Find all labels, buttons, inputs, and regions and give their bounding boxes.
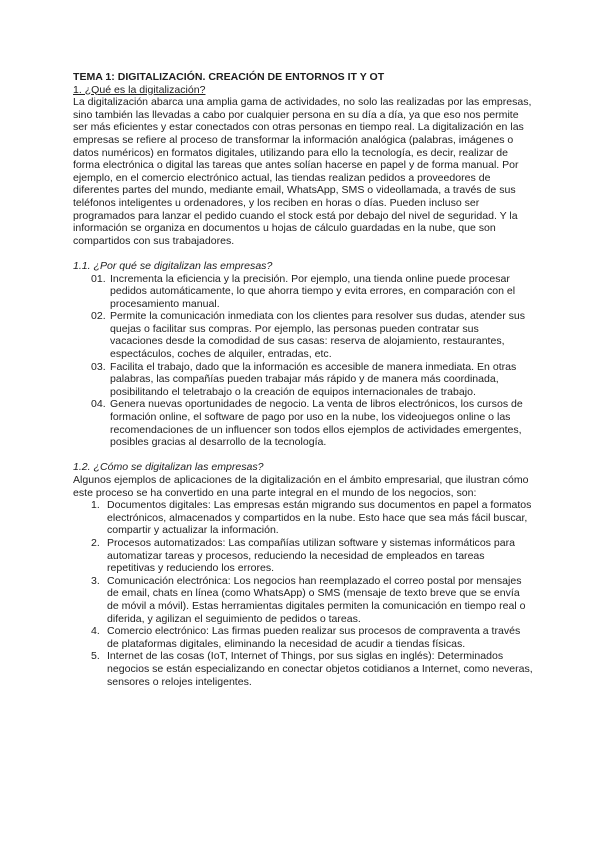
spacer <box>73 449 533 462</box>
section-1-2-heading: 1.2. ¿Cómo se digitalizan las empresas? <box>73 461 264 474</box>
list-item-number: 2. <box>91 536 100 549</box>
list-item-number: 04. <box>91 398 106 411</box>
list-item-text: Procesos automatizados: Las compañías utilizan software y sistemas informáticos para automatizar tareas y procesos, reduciendo la necesidad de empleados en tareas repetitivas y reduciendo los errores. <box>107 536 515 575</box>
document-page <box>73 71 533 688</box>
list-item-number: 4. <box>91 625 100 638</box>
list-item-text: Comunicación electrónica: Los negocios han reemplazado el correo postal por mensajes de email, chats en línea (como WhatsApp) o SMS (mensaje de texto breve que se envía de móvil a móvil). Estas herramientas digitales permiten la comunicación en tiempo real o diferida, y agilizan el seguimiento de pedidos o tareas. <box>107 574 526 625</box>
list-item-number: 03. <box>91 360 106 373</box>
list-item-number: 3. <box>91 574 100 587</box>
list-item-text: Incrementa la eficiencia y la precisión. Por ejemplo, una tienda online puede procesar pedidos automáticamente, lo que ahorra tiempo y evita errores, en comparación con el procesamiento manual. <box>110 272 516 310</box>
list-item <box>73 625 533 650</box>
list-item <box>73 537 533 575</box>
list-item-text: Genera nuevas oportunidades de negocio. La venta de libros electrónicos, los cursos de formación online, el software de pago por uso en la nube, los videojuegos online o las recomendaciones de un influencer son todos ellos ejemplos de actividades emergentes, posibles gracias al desarrollo de la tecnología. <box>110 398 523 449</box>
section-1-heading: 1. ¿Qué es la digitalización? <box>73 83 206 96</box>
list-item <box>73 273 533 311</box>
list-item-text: Documentos digitales: Las empresas están migrando sus documentos en papel a formatos electrónicos, almacenados y compartidos en la nube. Esto hace que sea más fácil buscar, compartir y actualizar la información. <box>107 499 532 537</box>
list-item <box>73 398 533 448</box>
list-item-number: 1. <box>91 499 100 512</box>
list-item-text: Permite la comunicación inmediata con los clientes para resolver sus dudas, atender sus quejas o facilitar sus compras. Por ejemplo, las personas pueden contratar sus vacaciones desde la comodidad de sus casas: reserva de alojamiento, restaurantes, espectáculos, coches de alquiler, entradas, etc. <box>110 310 526 361</box>
list-item-number: 5. <box>91 650 100 663</box>
section-1-2-intro: Algunos ejemplos de aplicaciones de la digitalización en el ámbito empresarial, que ilustran cómo este proceso se ha convertido en una parte integral en el mundo de los negocios, son: <box>73 474 529 499</box>
list-item-number: 01. <box>91 272 106 285</box>
list-item-text: Comercio electrónico: Las firmas pueden realizar sus procesos de compraventa a través de plataformas digitales, eliminando la necesidad de acudir a tiendas físicas. <box>107 625 521 650</box>
list-item <box>73 310 533 360</box>
reasons-list <box>73 273 533 449</box>
document-title: TEMA 1: DIGITALIZACIÓN. CREACIÓN DE ENTORNOS IT Y OT <box>73 71 385 83</box>
list-item <box>73 650 533 688</box>
spacer <box>73 247 533 260</box>
list-item-text: Facilita el trabajo, dado que la información es accesible de manera inmediata. En otras palabras, las compañías pueden trabajar más rápido y de manera más coordinada, posibilitando el teletrabajo o la creación de equipos internacionales de trabajo. <box>110 360 517 398</box>
list-item <box>73 361 533 399</box>
list-item <box>73 499 533 537</box>
list-item <box>73 575 533 625</box>
section-1-paragraph: La digitalización abarca una amplia gama de actividades, no solo las realizadas por las empresas, sino también las llevadas a cabo por cualquier persona en su día a día, ya que eso nos permite ser más eficientes y estar conectados con otras personas en tiempo real. La digitalización en las empresas se refiere al proceso de transformar la información analógica (palabras, imágenes o datos numéricos) en formatos digitales, utilizando para ello la tecnología, es decir, realizar de forma electrónica o digital las tareas que antes solían hacerse en papel y de forma manual. Por ejemplo, en el comercio electrónico actual, las tiendas realizan pedidos a proveedores de diferentes partes del mundo, mediante email, WhatsApp, SMS o videollamada, a través de sus teléfonos inteligentes u ordenadores, y los reciben en horas o días. Pueden incluso ser programados para lanzar el pedido cuando el stock está por debajo del nivel de seguridad. Y la información se organiza en documentos u hojas de cálculo guardadas en la nube, que son compartidos con sus trabajadores. <box>73 96 532 247</box>
examples-list <box>73 499 533 688</box>
section-1-1-heading: 1.1. ¿Por qué se digitalizan las empresas? <box>73 259 273 272</box>
list-item-number: 02. <box>91 310 106 323</box>
list-item-text: Internet de las cosas (IoT, Internet of Things, por sus siglas en inglés): Determinados negocios se están especializando en conectar objetos cotidianos a Internet, como neveras, sensores o relojes inteligentes. <box>107 650 533 688</box>
